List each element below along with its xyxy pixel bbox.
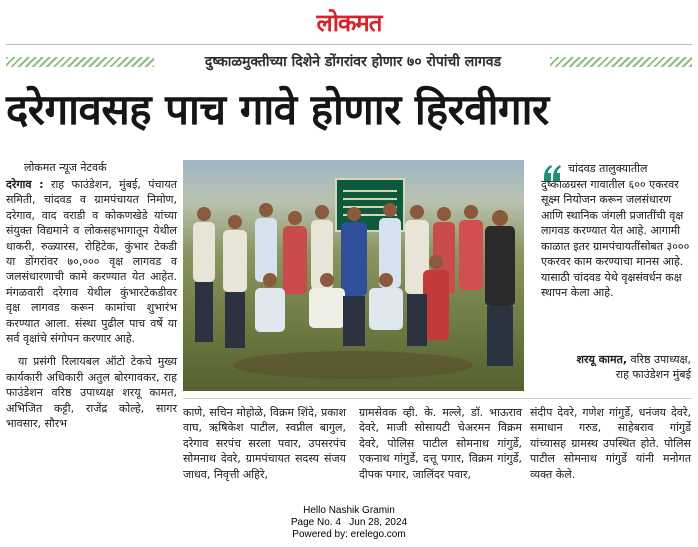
hatch-decoration-left	[6, 57, 154, 67]
kicker-row	[6, 53, 692, 71]
lokmat-logo[interactable]: लोकमत	[316, 8, 382, 37]
masthead-divider	[6, 44, 692, 45]
article-text: राह फाउंडेशन, मुंबई, पंचायत समिती, चांदवड व ग्रामपंचायत निमोण, दरेगाव, वाद वराडी व कोकणखेडे यांच्या संयुक्त विद्यमाने व लोकसहभागातून येथील धाकरी, रुळ्यारस, रोहिटेक, कुंभार टेकडी या डोंगरांवर ७०,००० वृक्ष लागवड व जलसंधारणाची कामे करण्यात येत आहेत. मंगळवारी दरेगाव येथील कुंभारटेकडीवर वृक्ष लागवड करून कामांचा शुभारंभ करण्यात आला. संस्था पुढील पाच वर्षे या सर्व वृक्षांचे संगोपन करणार आहे.	[6, 178, 178, 346]
article-column-3: ग्रामसेवक व्ही. के. मल्ले, डॉ. भाऊराव देवरे, माजी सोसायटी चेअरमन विक्रम देवरे, पोलिस पाटील सोमनाथ गांगुर्डे, एकनाथ गांगुर्डे, दत्तू पगार, विक्रम गांगुर्डे, दीपक पगार, जालिंदर पवार,	[359, 406, 522, 481]
pull-quote-text: चांदवड तालुक्यातील दुष्काळग्रस्त गावातील ६०० एकरवर सूक्ष्म नियोजन करून जलसंधारण आणि स्थानिक जंगली प्रजातींची वृक्ष लागवड करण्यात येत आहे. आगामी काळात इतर ग्रामपंचायतींसोबत ३००० एकरवर काम करण्याचा मानस आहे. यासाठी चांदवड येथे वृक्षसंवर्धन कक्ष स्थापन केला आहे.	[541, 162, 690, 299]
article-paragraph-1	[6, 177, 177, 346]
byline: लोकमत न्यूज नेटवर्क	[24, 161, 107, 174]
masthead	[0, 6, 698, 42]
footer-page-date	[0, 517, 698, 529]
quote-organization: राह फाउंडेशन मुंबई	[615, 368, 691, 381]
crowd-illustration	[183, 160, 524, 391]
footer-edition: Hello Nashik Gramin	[303, 505, 395, 516]
quote-attribution	[541, 352, 691, 382]
article-column-2: काणे, सचिन मोहोळे, विक्रम शिंदे, प्रकाश वाघ, ऋषिकेश पाटील, स्वप्नील बागुल, दरेगाव सरपंच सरला पवार, उपसरपंच सोमनाथ देवरे, ग्रामपंचायत सदस्य संजय जाधव, निवृत्ती अहिरे,	[183, 406, 346, 481]
footer-powered-by[interactable]: Powered by: erelego.com	[292, 529, 406, 540]
article-column-4: संदीप देवरे, गणेश गांगुर्डे, धनंजय देवरे, समाधान गरुड, साहेबराव गांगुर्डे यांच्यासह ग्रामस्थ उपस्थित होते. पोलिस पाटील सोमनाथ गांगुर्डे यांनी मनोगत व्यक्त केले.	[530, 406, 691, 481]
headline: दरेगावसह पाच गावे होणार हिरवीगार	[6, 85, 549, 134]
footer-date: Jun 28, 2024	[349, 517, 408, 528]
article-paragraph-2: या प्रसंगी रिलायबल ऑटो टेकचे मुख्य कार्यकारी अधिकारी अतुल बोरगावकर, राह फाउंडेशन वरिष्ठ उपाध्यक्ष शरयू कामत, अभिजित कट्टी, राजेंद्र कोल्हे, सागर भावसार, सौरभ	[6, 355, 177, 431]
pull-quote	[541, 161, 691, 301]
hatch-decoration-right	[550, 57, 692, 67]
footer-page: Page No. 4	[290, 517, 341, 528]
news-photo-tree-plantation[interactable]	[183, 160, 524, 391]
quote-role: वरिष्ठ उपाध्यक्ष,	[630, 353, 691, 366]
article-column-1	[6, 177, 177, 432]
column-divider	[183, 398, 692, 399]
kicker-subheading: दुष्काळमुक्तीच्या दिशेने डोंगरांवर होणार ७० रोपांची लागवड	[204, 54, 502, 70]
dateline: दरेगाव :	[6, 178, 44, 191]
page-footer	[0, 505, 698, 541]
quote-author: शरयू कामत,	[576, 353, 628, 366]
